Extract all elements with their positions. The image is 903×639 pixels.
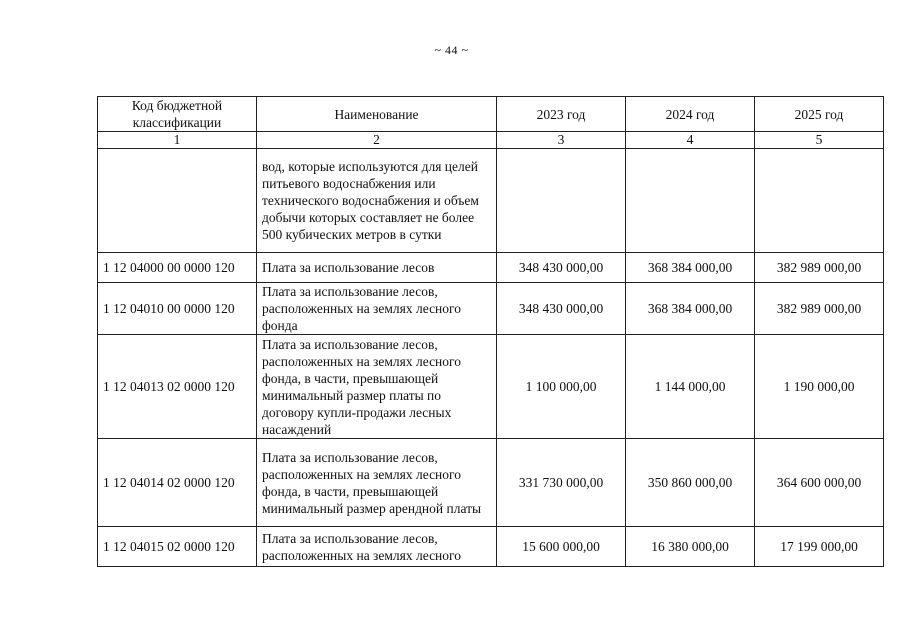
row-code [98,149,257,253]
row-value-2024: 368 384 000,00 [626,283,755,335]
table-row [98,439,884,527]
row-name: Плата за использование лесов, расположенных на землях лесного фонда, в части, превышающей минимальный размер платы по договору купли-продажи лесных насаждений [257,335,497,439]
row-value-2025: 1 190 000,00 [755,335,884,439]
budget-table [97,96,884,567]
header-2025: 2025 год [755,97,884,132]
row-code: 1 12 04010 00 0000 120 [98,283,257,335]
row-value-2023: 15 600 000,00 [497,527,626,567]
column-number: 2 [257,132,497,149]
table-row [98,253,884,283]
row-code: 1 12 04000 00 0000 120 [98,253,257,283]
row-name: вод, которые используются для целей питьевого водоснабжения или технического водоснабжения и объем добычи которых составляет не более 500 кубических метров в сутки [257,149,497,253]
row-value-2023 [497,149,626,253]
row-value-2024 [626,149,755,253]
header-2023: 2023 год [497,97,626,132]
row-name: Плата за использование лесов, расположенных на землях лесного фонда [257,283,497,335]
row-value-2024: 1 144 000,00 [626,335,755,439]
table-header-row [98,97,884,132]
row-value-2023: 331 730 000,00 [497,439,626,527]
row-name: Плата за использование лесов, расположенных на землях лесного фонда, в части, превышающей минимальный размер арендной платы [257,439,497,527]
row-value-2025: 364 600 000,00 [755,439,884,527]
header-code: Код бюджетной классификации [98,97,257,132]
table-row [98,335,884,439]
table-row [98,149,884,253]
row-value-2025: 382 989 000,00 [755,253,884,283]
column-number: 1 [98,132,257,149]
page-number: ~ 44 ~ [434,43,469,57]
row-name: Плата за использование лесов [257,253,497,283]
row-value-2024: 350 860 000,00 [626,439,755,527]
row-name: Плата за использование лесов, расположенных на землях лесного [257,527,497,567]
row-value-2023: 348 430 000,00 [497,283,626,335]
table-row [98,527,884,567]
row-value-2023: 348 430 000,00 [497,253,626,283]
row-code: 1 12 04014 02 0000 120 [98,439,257,527]
table-row [98,283,884,335]
row-code: 1 12 04015 02 0000 120 [98,527,257,567]
row-code: 1 12 04013 02 0000 120 [98,335,257,439]
row-value-2025: 17 199 000,00 [755,527,884,567]
column-number: 5 [755,132,884,149]
row-value-2025: 382 989 000,00 [755,283,884,335]
header-2024: 2024 год [626,97,755,132]
row-value-2024: 368 384 000,00 [626,253,755,283]
row-value-2023: 1 100 000,00 [497,335,626,439]
row-value-2025 [755,149,884,253]
row-value-2024: 16 380 000,00 [626,527,755,567]
column-number-row [98,132,884,149]
column-number: 3 [497,132,626,149]
column-number: 4 [626,132,755,149]
header-name: Наименование [257,97,497,132]
